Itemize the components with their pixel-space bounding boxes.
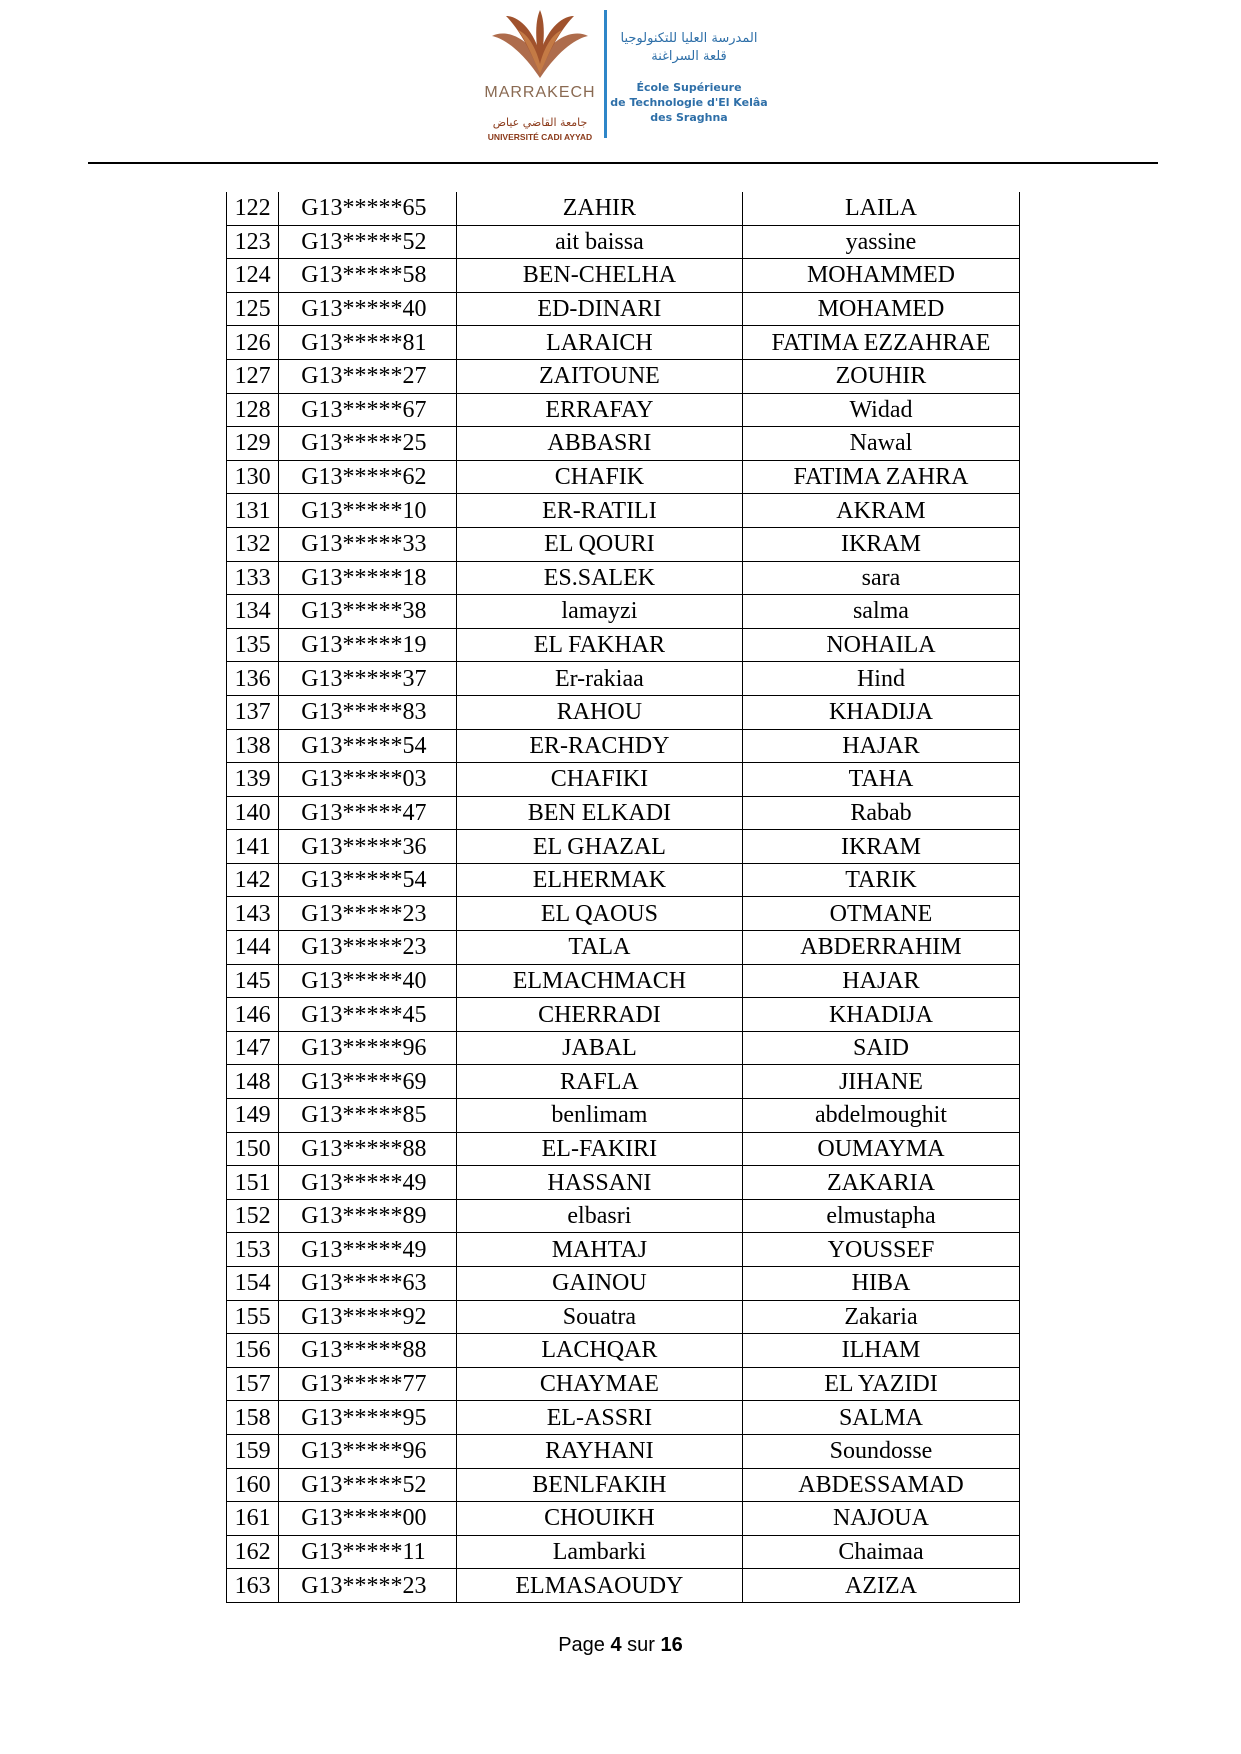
- first-name: SALMA: [742, 1401, 1019, 1435]
- first-name: OUMAYMA: [742, 1132, 1019, 1166]
- table-row: [227, 931, 1020, 965]
- row-number: 148: [227, 1065, 279, 1099]
- table-row: [227, 1031, 1020, 1065]
- last-name: ZAHIR: [456, 192, 742, 225]
- row-number: 135: [227, 628, 279, 662]
- row-number: 162: [227, 1535, 279, 1569]
- last-name: EL-FAKIRI: [456, 1132, 742, 1166]
- student-code: G13*****37: [279, 662, 457, 696]
- student-code: G13*****81: [279, 326, 457, 360]
- table-row: [227, 326, 1020, 360]
- row-number: 161: [227, 1502, 279, 1536]
- last-name: ait baissa: [456, 225, 742, 259]
- last-name: JABAL: [456, 1031, 742, 1065]
- first-name: yassine: [742, 225, 1019, 259]
- table-row: [227, 192, 1020, 225]
- last-name: LACHQAR: [456, 1334, 742, 1368]
- first-name: IKRAM: [742, 527, 1019, 561]
- table-row: [227, 830, 1020, 864]
- school-name-fr: [604, 80, 774, 125]
- last-name: BEN-CHELHA: [456, 259, 742, 293]
- first-name: ILHAM: [742, 1334, 1019, 1368]
- table-row: [227, 1233, 1020, 1267]
- row-number: 124: [227, 259, 279, 293]
- student-code: G13*****49: [279, 1166, 457, 1200]
- row-number: 160: [227, 1468, 279, 1502]
- student-code: G13*****38: [279, 595, 457, 629]
- student-code: G13*****92: [279, 1300, 457, 1334]
- row-number: 157: [227, 1367, 279, 1401]
- first-name: KHADIJA: [742, 695, 1019, 729]
- first-name: LAILA: [742, 192, 1019, 225]
- last-name: CHAFIK: [456, 460, 742, 494]
- last-name: ED-DINARI: [456, 292, 742, 326]
- first-name: EL YAZIDI: [742, 1367, 1019, 1401]
- first-name: abdelmoughit: [742, 1099, 1019, 1133]
- last-name: ZAITOUNE: [456, 359, 742, 393]
- student-code: G13*****40: [279, 292, 457, 326]
- student-code: G13*****88: [279, 1132, 457, 1166]
- last-name: elbasri: [456, 1199, 742, 1233]
- first-name: YOUSSEF: [742, 1233, 1019, 1267]
- table-row: [227, 998, 1020, 1032]
- last-name: Lambarki: [456, 1535, 742, 1569]
- university-emblem-icon: [490, 8, 590, 80]
- row-number: 152: [227, 1199, 279, 1233]
- table-row: [227, 259, 1020, 293]
- row-number: 129: [227, 427, 279, 461]
- table-row: [227, 1300, 1020, 1334]
- table-row: [227, 427, 1020, 461]
- school-name-block: [604, 30, 774, 125]
- student-code: G13*****96: [279, 1434, 457, 1468]
- row-number: 125: [227, 292, 279, 326]
- row-number: 163: [227, 1569, 279, 1603]
- first-name: FATIMA ZAHRA: [742, 460, 1019, 494]
- student-code: G13*****83: [279, 695, 457, 729]
- page-current: 4: [610, 1634, 622, 1656]
- row-number: 142: [227, 863, 279, 897]
- student-code: G13*****23: [279, 931, 457, 965]
- table-row: [227, 1099, 1020, 1133]
- student-code: G13*****89: [279, 1199, 457, 1233]
- last-name: CHAFIKI: [456, 763, 742, 797]
- row-number: 128: [227, 393, 279, 427]
- first-name: Nawal: [742, 427, 1019, 461]
- table-row: [227, 1468, 1020, 1502]
- table-row: [227, 662, 1020, 696]
- last-name: EL QOURI: [456, 527, 742, 561]
- row-number: 122: [227, 192, 279, 225]
- student-code: G13*****10: [279, 494, 457, 528]
- last-name: GAINOU: [456, 1267, 742, 1301]
- last-name: MAHTAJ: [456, 1233, 742, 1267]
- last-name: ES.SALEK: [456, 561, 742, 595]
- table-row: [227, 460, 1020, 494]
- last-name: ELMACHMACH: [456, 964, 742, 998]
- student-code: G13*****62: [279, 460, 457, 494]
- first-name: ZOUHIR: [742, 359, 1019, 393]
- student-code: G13*****88: [279, 1334, 457, 1368]
- page-footer: [0, 1634, 1241, 1657]
- row-number: 140: [227, 796, 279, 830]
- first-name: Hind: [742, 662, 1019, 696]
- row-number: 149: [227, 1099, 279, 1133]
- table-row: [227, 1065, 1020, 1099]
- first-name: SAID: [742, 1031, 1019, 1065]
- school-name-fr-line1: École Supérieure: [636, 81, 742, 94]
- row-number: 123: [227, 225, 279, 259]
- row-number: 130: [227, 460, 279, 494]
- first-name: OTMANE: [742, 897, 1019, 931]
- school-name-fr-line2: de Technologie d'El Kelâa: [610, 96, 768, 109]
- table-row: [227, 225, 1020, 259]
- document-header: [0, 0, 1241, 160]
- student-code: G13*****95: [279, 1401, 457, 1435]
- first-name: Soundosse: [742, 1434, 1019, 1468]
- first-name: JIHANE: [742, 1065, 1019, 1099]
- header-rule: [88, 162, 1158, 164]
- row-number: 134: [227, 595, 279, 629]
- student-code: G13*****11: [279, 1535, 457, 1569]
- table-row: [227, 393, 1020, 427]
- student-code: G13*****77: [279, 1367, 457, 1401]
- table-row: [227, 1401, 1020, 1435]
- table-row: [227, 1434, 1020, 1468]
- last-name: LARAICH: [456, 326, 742, 360]
- last-name: ER-RATILI: [456, 494, 742, 528]
- first-name: TAHA: [742, 763, 1019, 797]
- last-name: EL-ASSRI: [456, 1401, 742, 1435]
- first-name: Widad: [742, 393, 1019, 427]
- student-code: G13*****23: [279, 1569, 457, 1603]
- first-name: FATIMA EZZAHRAE: [742, 326, 1019, 360]
- last-name: HASSANI: [456, 1166, 742, 1200]
- university-name-fr: UNIVERSITÉ CADI AYYAD: [487, 132, 593, 142]
- row-number: 141: [227, 830, 279, 864]
- row-number: 127: [227, 359, 279, 393]
- first-name: Zakaria: [742, 1300, 1019, 1334]
- row-number: 139: [227, 763, 279, 797]
- page-label: Page: [558, 1634, 605, 1656]
- row-number: 138: [227, 729, 279, 763]
- table-row: [227, 695, 1020, 729]
- student-code: G13*****67: [279, 393, 457, 427]
- student-code: G13*****03: [279, 763, 457, 797]
- first-name: KHADIJA: [742, 998, 1019, 1032]
- row-number: 132: [227, 527, 279, 561]
- table-row: [227, 897, 1020, 931]
- first-name: AKRAM: [742, 494, 1019, 528]
- table-row: [227, 1199, 1020, 1233]
- school-name-ar-line1: المدرسة العليا للتكنولوجيا: [620, 31, 758, 46]
- first-name: ABDERRAHIM: [742, 931, 1019, 965]
- last-name: EL GHAZAL: [456, 830, 742, 864]
- row-number: 147: [227, 1031, 279, 1065]
- first-name: Rabab: [742, 796, 1019, 830]
- table-row: [227, 595, 1020, 629]
- row-number: 146: [227, 998, 279, 1032]
- page-total: 16: [660, 1634, 683, 1656]
- row-number: 155: [227, 1300, 279, 1334]
- table-row: [227, 1132, 1020, 1166]
- first-name: MOHAMMED: [742, 259, 1019, 293]
- student-code: G13*****18: [279, 561, 457, 595]
- table-row: [227, 628, 1020, 662]
- last-name: BENLFAKIH: [456, 1468, 742, 1502]
- row-number: 133: [227, 561, 279, 595]
- last-name: CHERRADI: [456, 998, 742, 1032]
- row-number: 159: [227, 1434, 279, 1468]
- table-row: [227, 494, 1020, 528]
- student-code: G13*****54: [279, 729, 457, 763]
- last-name: ER-RACHDY: [456, 729, 742, 763]
- student-code: G13*****85: [279, 1099, 457, 1133]
- table-row: [227, 1267, 1020, 1301]
- last-name: Souatra: [456, 1300, 742, 1334]
- first-name: HAJAR: [742, 964, 1019, 998]
- student-code: G13*****52: [279, 1468, 457, 1502]
- students-table-body: [227, 192, 1020, 1602]
- student-code: G13*****65: [279, 192, 457, 225]
- table-row: [227, 863, 1020, 897]
- row-number: 137: [227, 695, 279, 729]
- student-code: G13*****63: [279, 1267, 457, 1301]
- table-row: [227, 561, 1020, 595]
- last-name: lamayzi: [456, 595, 742, 629]
- row-number: 150: [227, 1132, 279, 1166]
- row-number: 151: [227, 1166, 279, 1200]
- first-name: ZAKARIA: [742, 1166, 1019, 1200]
- first-name: Chaimaa: [742, 1535, 1019, 1569]
- table-row: [227, 796, 1020, 830]
- last-name: RAHOU: [456, 695, 742, 729]
- table-row: [227, 763, 1020, 797]
- last-name: ERRAFAY: [456, 393, 742, 427]
- table-row: [227, 359, 1020, 393]
- table-row: [227, 1334, 1020, 1368]
- row-number: 145: [227, 964, 279, 998]
- last-name: ELHERMAK: [456, 863, 742, 897]
- student-code: G13*****49: [279, 1233, 457, 1267]
- students-table: [226, 192, 1020, 1603]
- row-number: 143: [227, 897, 279, 931]
- student-code: G13*****40: [279, 964, 457, 998]
- last-name: TALA: [456, 931, 742, 965]
- student-code: G13*****27: [279, 359, 457, 393]
- student-code: G13*****54: [279, 863, 457, 897]
- student-code: G13*****23: [279, 897, 457, 931]
- last-name: CHOUIKH: [456, 1502, 742, 1536]
- first-name: TARIK: [742, 863, 1019, 897]
- last-name: CHAYMAE: [456, 1367, 742, 1401]
- last-name: RAYHANI: [456, 1434, 742, 1468]
- last-name: EL QAOUS: [456, 897, 742, 931]
- first-name: salma: [742, 595, 1019, 629]
- first-name: HAJAR: [742, 729, 1019, 763]
- student-code: G13*****96: [279, 1031, 457, 1065]
- student-code: G13*****58: [279, 259, 457, 293]
- first-name: IKRAM: [742, 830, 1019, 864]
- first-name: NAJOUA: [742, 1502, 1019, 1536]
- row-number: 144: [227, 931, 279, 965]
- table-row: [227, 1367, 1020, 1401]
- student-code: G13*****52: [279, 225, 457, 259]
- last-name: Er-rakiaa: [456, 662, 742, 696]
- table-row: [227, 1166, 1020, 1200]
- table-row: [227, 292, 1020, 326]
- student-code: G13*****25: [279, 427, 457, 461]
- table-row: [227, 527, 1020, 561]
- last-name: ABBASRI: [456, 427, 742, 461]
- first-name: sara: [742, 561, 1019, 595]
- student-code: G13*****69: [279, 1065, 457, 1099]
- last-name: RAFLA: [456, 1065, 742, 1099]
- row-number: 158: [227, 1401, 279, 1435]
- school-name-fr-line3: des Sraghna: [650, 111, 728, 124]
- school-name-ar-line2: قلعة السراغنة: [651, 49, 727, 64]
- row-number: 131: [227, 494, 279, 528]
- university-logo: [480, 8, 600, 142]
- first-name: elmustapha: [742, 1199, 1019, 1233]
- row-number: 153: [227, 1233, 279, 1267]
- last-name: EL FAKHAR: [456, 628, 742, 662]
- student-code: G13*****47: [279, 796, 457, 830]
- first-name: HIBA: [742, 1267, 1019, 1301]
- table-row: [227, 964, 1020, 998]
- university-name-ar: جامعة القاضي عياض: [492, 116, 588, 129]
- page-separator: sur: [627, 1634, 655, 1656]
- first-name: NOHAILA: [742, 628, 1019, 662]
- row-number: 156: [227, 1334, 279, 1368]
- student-code: G13*****00: [279, 1502, 457, 1536]
- table-row: [227, 1535, 1020, 1569]
- first-name: AZIZA: [742, 1569, 1019, 1603]
- student-code: G13*****45: [279, 998, 457, 1032]
- row-number: 136: [227, 662, 279, 696]
- row-number: 154: [227, 1267, 279, 1301]
- first-name: MOHAMED: [742, 292, 1019, 326]
- table-row: [227, 1569, 1020, 1603]
- last-name: BEN ELKADI: [456, 796, 742, 830]
- row-number: 126: [227, 326, 279, 360]
- last-name: ELMASAOUDY: [456, 1569, 742, 1603]
- table-row: [227, 729, 1020, 763]
- student-code: G13*****36: [279, 830, 457, 864]
- table-row: [227, 1502, 1020, 1536]
- student-code: G13*****33: [279, 527, 457, 561]
- student-code: G13*****19: [279, 628, 457, 662]
- university-city: MARRAKECH: [484, 84, 596, 101]
- first-name: ABDESSAMAD: [742, 1468, 1019, 1502]
- last-name: benlimam: [456, 1099, 742, 1133]
